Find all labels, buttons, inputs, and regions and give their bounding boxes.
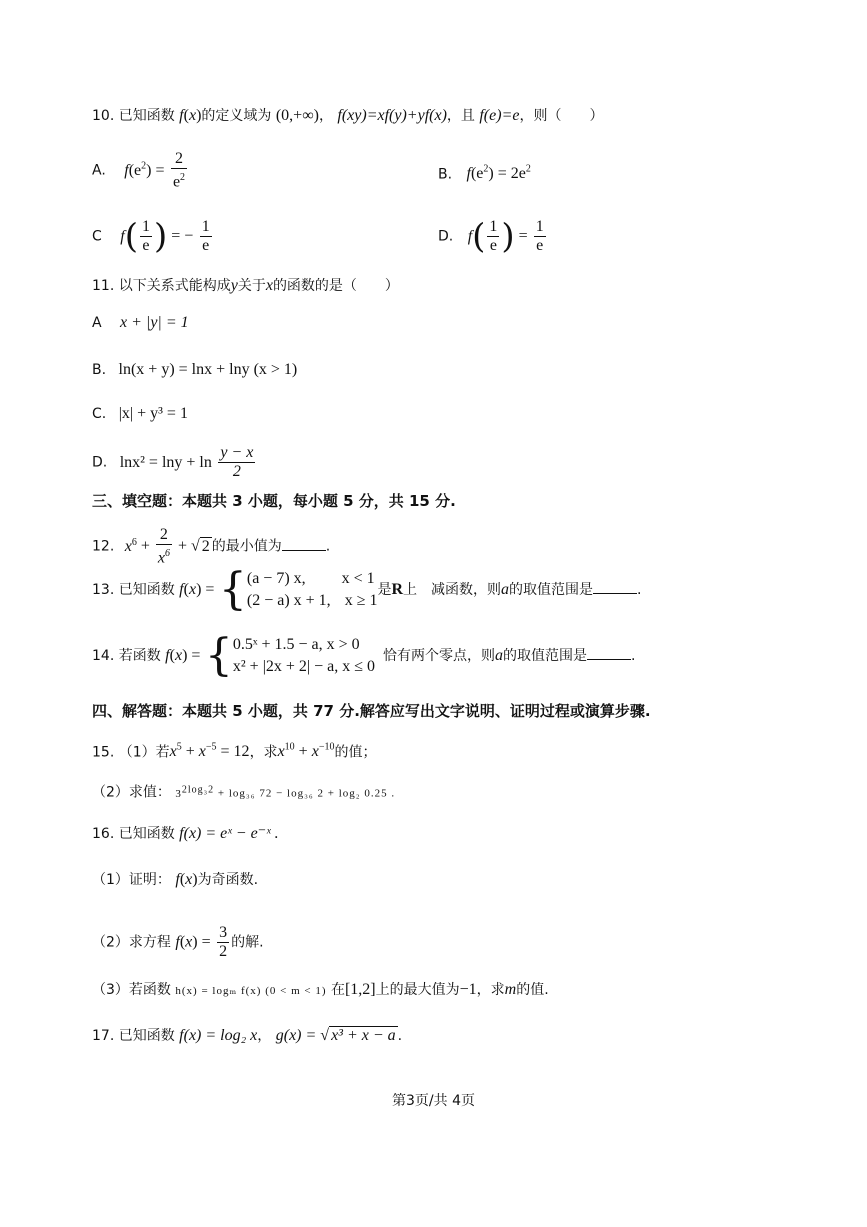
q13: 13. 已知函数 f(x) = { (a − 7) x, x < 1 (2 − a) x + 1, x ≥ 1 是R上 减函数，则a的取值范围是 .: [92, 564, 642, 615]
q14-answer-blank[interactable]: [587, 645, 631, 660]
section-4-heading: 四、解答题：本题共 5 小题，共 77 分.解答应写出文字说明、证明过程或演算步骤.: [92, 702, 651, 720]
q15-part2: （2）求值： 32log₃2 + log₃₆ 72 − log₃₆ 2 + log₂ 0.25 .: [92, 784, 396, 801]
q10-stem: 10. 已知函数 f(x)的定义域为 (0,+∞)， f(xy)=xf(y)+yf(x)，且 f(e)=e，则（ ）: [92, 107, 604, 124]
q16-part1: （1）证明： f(x)为奇函数.: [92, 871, 259, 888]
q10-option-d: D. f( $\frac{1}{e}$ ) = $\frac{1}{e}$: [438, 216, 544, 257]
q10-option-a: A. $f(e^2)$ = $\frac{2}{e^2}$: [92, 150, 186, 191]
q16-part2: （2）求方程 f(x) = $\frac{3}{2}$ 的解.: [92, 924, 264, 960]
q16-part3: （3）若函数 h(x) = logₘ f(x) (0 < m < 1) 在[1,2]上的最大值为−1，求m的值.: [92, 981, 549, 998]
q10-condition: f(xy)=xf(y)+yf(x): [337, 107, 447, 124]
q12-answer-blank[interactable]: [282, 536, 326, 551]
page-footer: 第3页/共 4页: [392, 1093, 475, 1109]
q13-answer-blank[interactable]: [593, 579, 637, 594]
q11-option-c: C. |x| + y³ = 1: [92, 405, 188, 422]
section-3-heading: 三、填空题：本题共 3 小题，每小题 5 分，共 15 分.: [92, 492, 456, 510]
q10-option-c: C f( $\frac{1}{e}$ ) = − $\frac{1}{e}$: [92, 216, 210, 257]
q10-number: 10.: [92, 108, 115, 124]
q16-stem: 16. 已知函数 f(x) = eˣ − e⁻ˣ .: [92, 825, 279, 842]
q12: 12. $x^6$ + $\frac{2}{x^6}$ + √ 2 的最小值为 .: [92, 526, 331, 567]
q10-domain: (0,+∞): [275, 107, 319, 124]
q11-stem: 11. 以下关系式能构成y关于x的函数的是（ ）: [92, 277, 399, 294]
q11-option-b: B. ln(x + y) = lnx + lny (x > 1): [92, 361, 298, 378]
q10-option-b: B. $f(e^2) = 2e^2$: [438, 164, 531, 183]
q17: 17. 已知函数 f(x) = log₂ x， g(x) = √ x³ + x − a .: [92, 1027, 403, 1044]
q11-option-a: A x + |y| = 1: [92, 314, 189, 331]
q11-option-d: D. lnx² = lny + ln $\frac{y - x}{2}$: [92, 444, 254, 480]
q15-part1: 15. （1）若$x^5 + x^{-5} = 12$，求$x^{10} + x^{-10}$的值；: [92, 742, 377, 761]
q14: 14. 若函数 f(x) = { 0.5ˣ + 1.5 − a, x > 0 x² + |2x + 2| − a, x ≤ 0 恰有两个零点，则a的取值范围是 .: [92, 630, 636, 681]
